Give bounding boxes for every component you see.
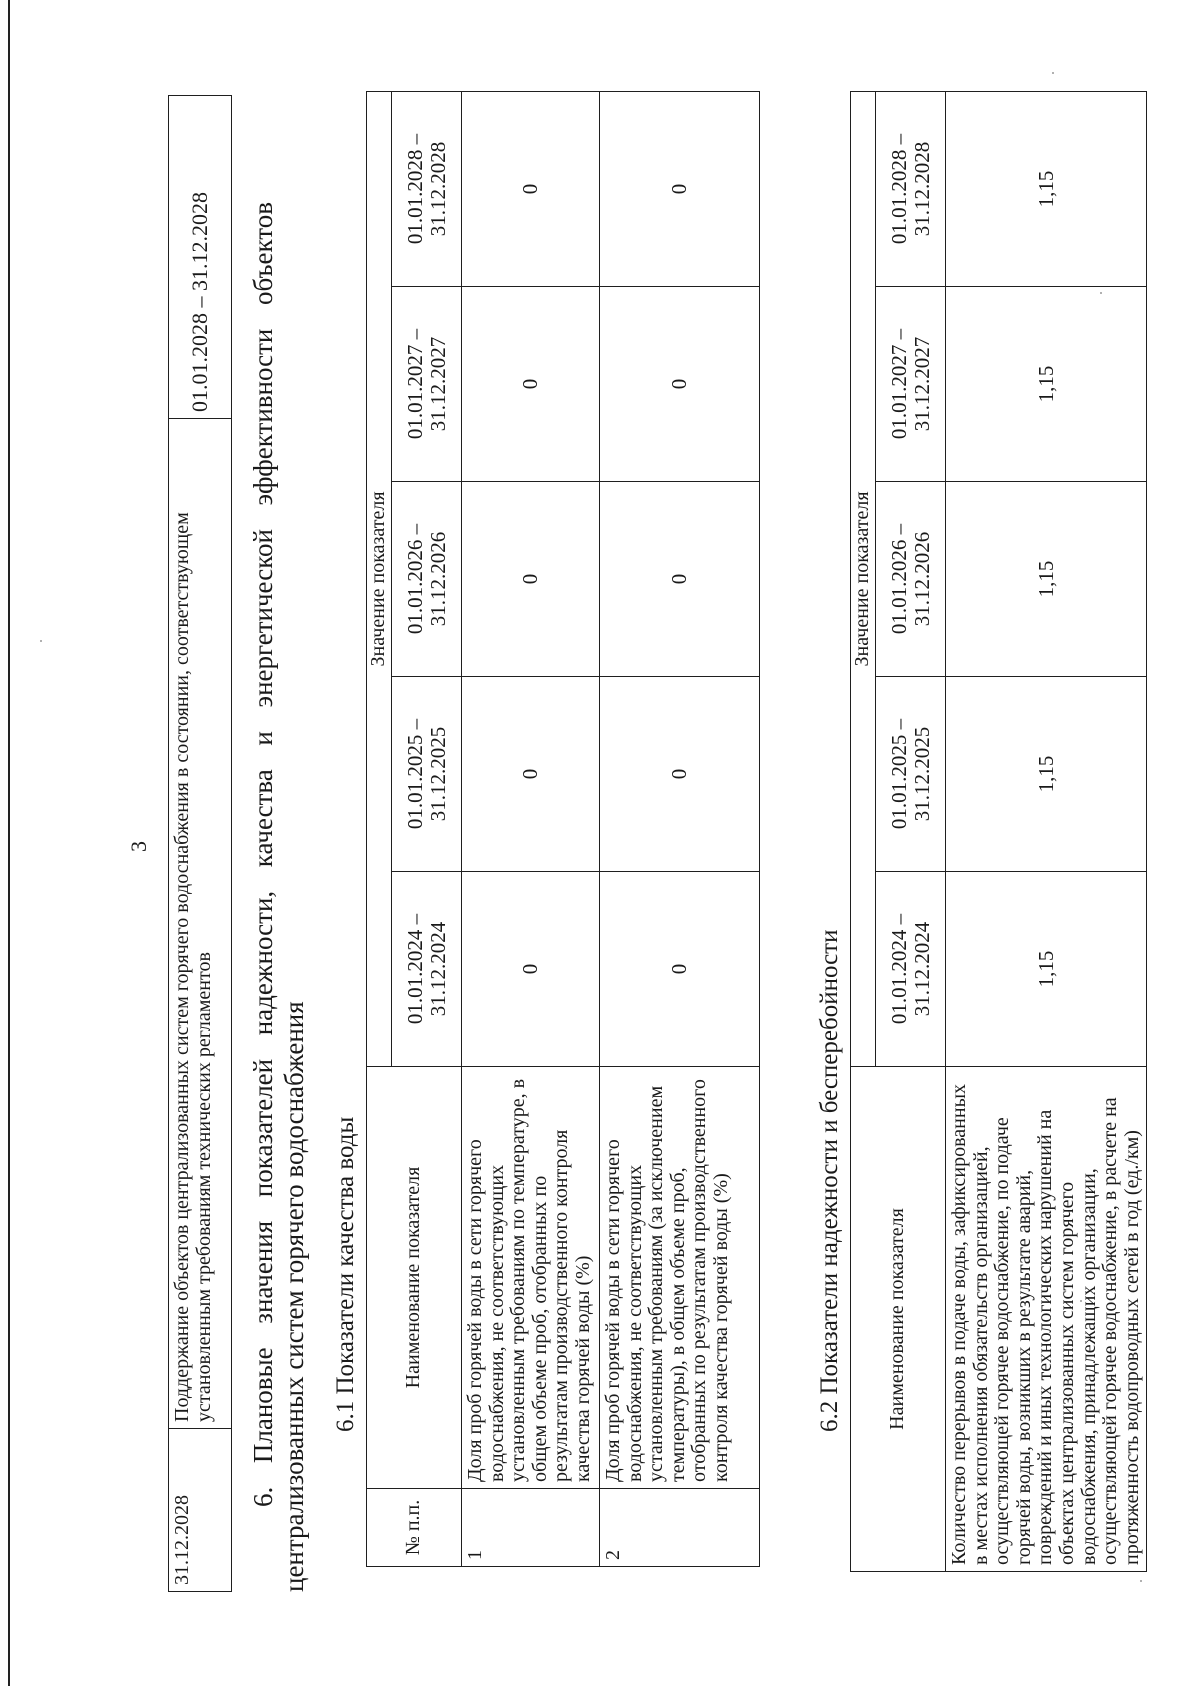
row-value: 0 <box>462 482 600 677</box>
heading-word: энергетической <box>248 529 278 708</box>
row-value: 0 <box>600 287 760 482</box>
heading-word: качества <box>248 769 278 868</box>
heading-word: показателей <box>248 1058 278 1198</box>
header-period: 01.01.2027 – 31.12.2027 <box>392 287 462 482</box>
previous-activity-cell: Поддержание объектов централизованных систем горячего водоснабжения в состоянии, соответствующем установленным требованиям технических регламентов <box>169 419 232 1429</box>
document-sheet <box>120 92 1143 1592</box>
row-value: 0 <box>600 677 760 872</box>
row-value: 1,15 <box>946 482 1147 677</box>
table-row <box>169 96 232 1592</box>
section-6-heading <box>248 202 311 1592</box>
heading-word: и <box>248 731 278 746</box>
row-indicator-name: Количество перерывов в подаче воды, зафиксированных в местах исполнения обязательств организацией, осуществляющей горячее водоснабжение, по подаче горячей воды, возникших в результате аварий, повреждений и иных технологических нарушений на объектах централизованных систем горячего водоснабжения, принадлежащих организации, осуществляющей горячее водоснабжение, в расчете на протяженность водопроводных сетей в год (ед./км) <box>946 1067 1147 1572</box>
table-row <box>600 91 760 1566</box>
row-number: 2 <box>600 1489 760 1567</box>
previous-period-cell: 01.01.2028 – 31.12.2028 <box>169 96 232 419</box>
header-period: 01.01.2026 – 31.12.2026 <box>876 482 946 677</box>
row-value: 0 <box>462 677 600 872</box>
section-6-1-title: 6.1 Показатели качества воды <box>332 1116 359 1432</box>
row-value: 1,15 <box>946 287 1147 482</box>
row-value: 1,15 <box>946 677 1147 872</box>
header-period: 01.01.2027 – 31.12.2027 <box>876 287 946 482</box>
header-period: 01.01.2025 – 31.12.2025 <box>392 677 462 872</box>
heading-word: объектов <box>248 202 278 305</box>
row-value: 1,15 <box>946 872 1147 1067</box>
heading-word: 6. <box>248 1486 278 1507</box>
heading-word: эффективности <box>248 328 278 506</box>
water-quality-table <box>366 91 760 1567</box>
table-row <box>946 91 1147 1571</box>
header-number: № п.п. <box>367 1489 462 1567</box>
scan-speck <box>1052 72 1054 74</box>
section-6-heading-line1 <box>248 202 279 1592</box>
row-value: 0 <box>462 872 600 1067</box>
row-indicator-name: Доля проб горячей воды в сети горячего водоснабжения, не соответствующих установленным требованиям по температуре, в общем объеме проб, отобранных по результатам производственного контроля качества горячей воды (%) <box>462 1067 600 1489</box>
row-value: 0 <box>462 91 600 286</box>
row-value: 0 <box>600 482 760 677</box>
scan-speck <box>1140 1580 1142 1582</box>
row-value: 0 <box>600 872 760 1067</box>
header-period: 01.01.2028 – 31.12.2028 <box>876 91 946 286</box>
row-value: 0 <box>462 287 600 482</box>
row-number: 1 <box>462 1489 600 1567</box>
header-value-group: Значение показателя <box>367 91 392 1066</box>
row-indicator-name: Доля проб горячей воды в сети горячего водоснабжения, не соответствующих установленным требованиям (за исключением температуры), в общем объеме проб, отобранных по результатам производственного контроля качества горячей воды (%) <box>600 1067 760 1489</box>
heading-word: надежности, <box>248 890 278 1036</box>
section-6-2-title: 6.2 Показатели надежности и бесперебойности <box>816 929 843 1432</box>
reliability-table <box>850 91 1147 1572</box>
header-period: 01.01.2028 – 31.12.2028 <box>392 91 462 286</box>
header-period: 01.01.2024 – 31.12.2024 <box>392 872 462 1067</box>
section-6-heading-line2: централизованных систем горячего водоснабжения <box>279 1001 310 1592</box>
heading-word: значения <box>248 1220 278 1324</box>
header-period: 01.01.2025 – 31.12.2025 <box>876 677 946 872</box>
row-value: 1,15 <box>946 91 1147 286</box>
table-row <box>462 91 600 1566</box>
header-value-group: Значение показателя <box>851 91 876 1066</box>
previous-table <box>168 95 232 1592</box>
scan-speck <box>40 640 42 642</box>
header-period: 01.01.2026 – 31.12.2026 <box>392 482 462 677</box>
header-indicator-name: Наименование показателя <box>367 1067 462 1489</box>
row-value: 0 <box>600 91 760 286</box>
heading-word: Плановые <box>248 1347 278 1464</box>
table-header-row <box>367 91 392 1566</box>
previous-date-cell: 31.12.2028 <box>169 1429 232 1592</box>
table-header-row <box>851 91 876 1571</box>
page-number: 3 <box>126 841 151 852</box>
header-indicator-name: Наименование показателя <box>851 1067 946 1572</box>
header-period: 01.01.2024 – 31.12.2024 <box>876 872 946 1067</box>
scan-edge-line <box>8 0 10 1686</box>
